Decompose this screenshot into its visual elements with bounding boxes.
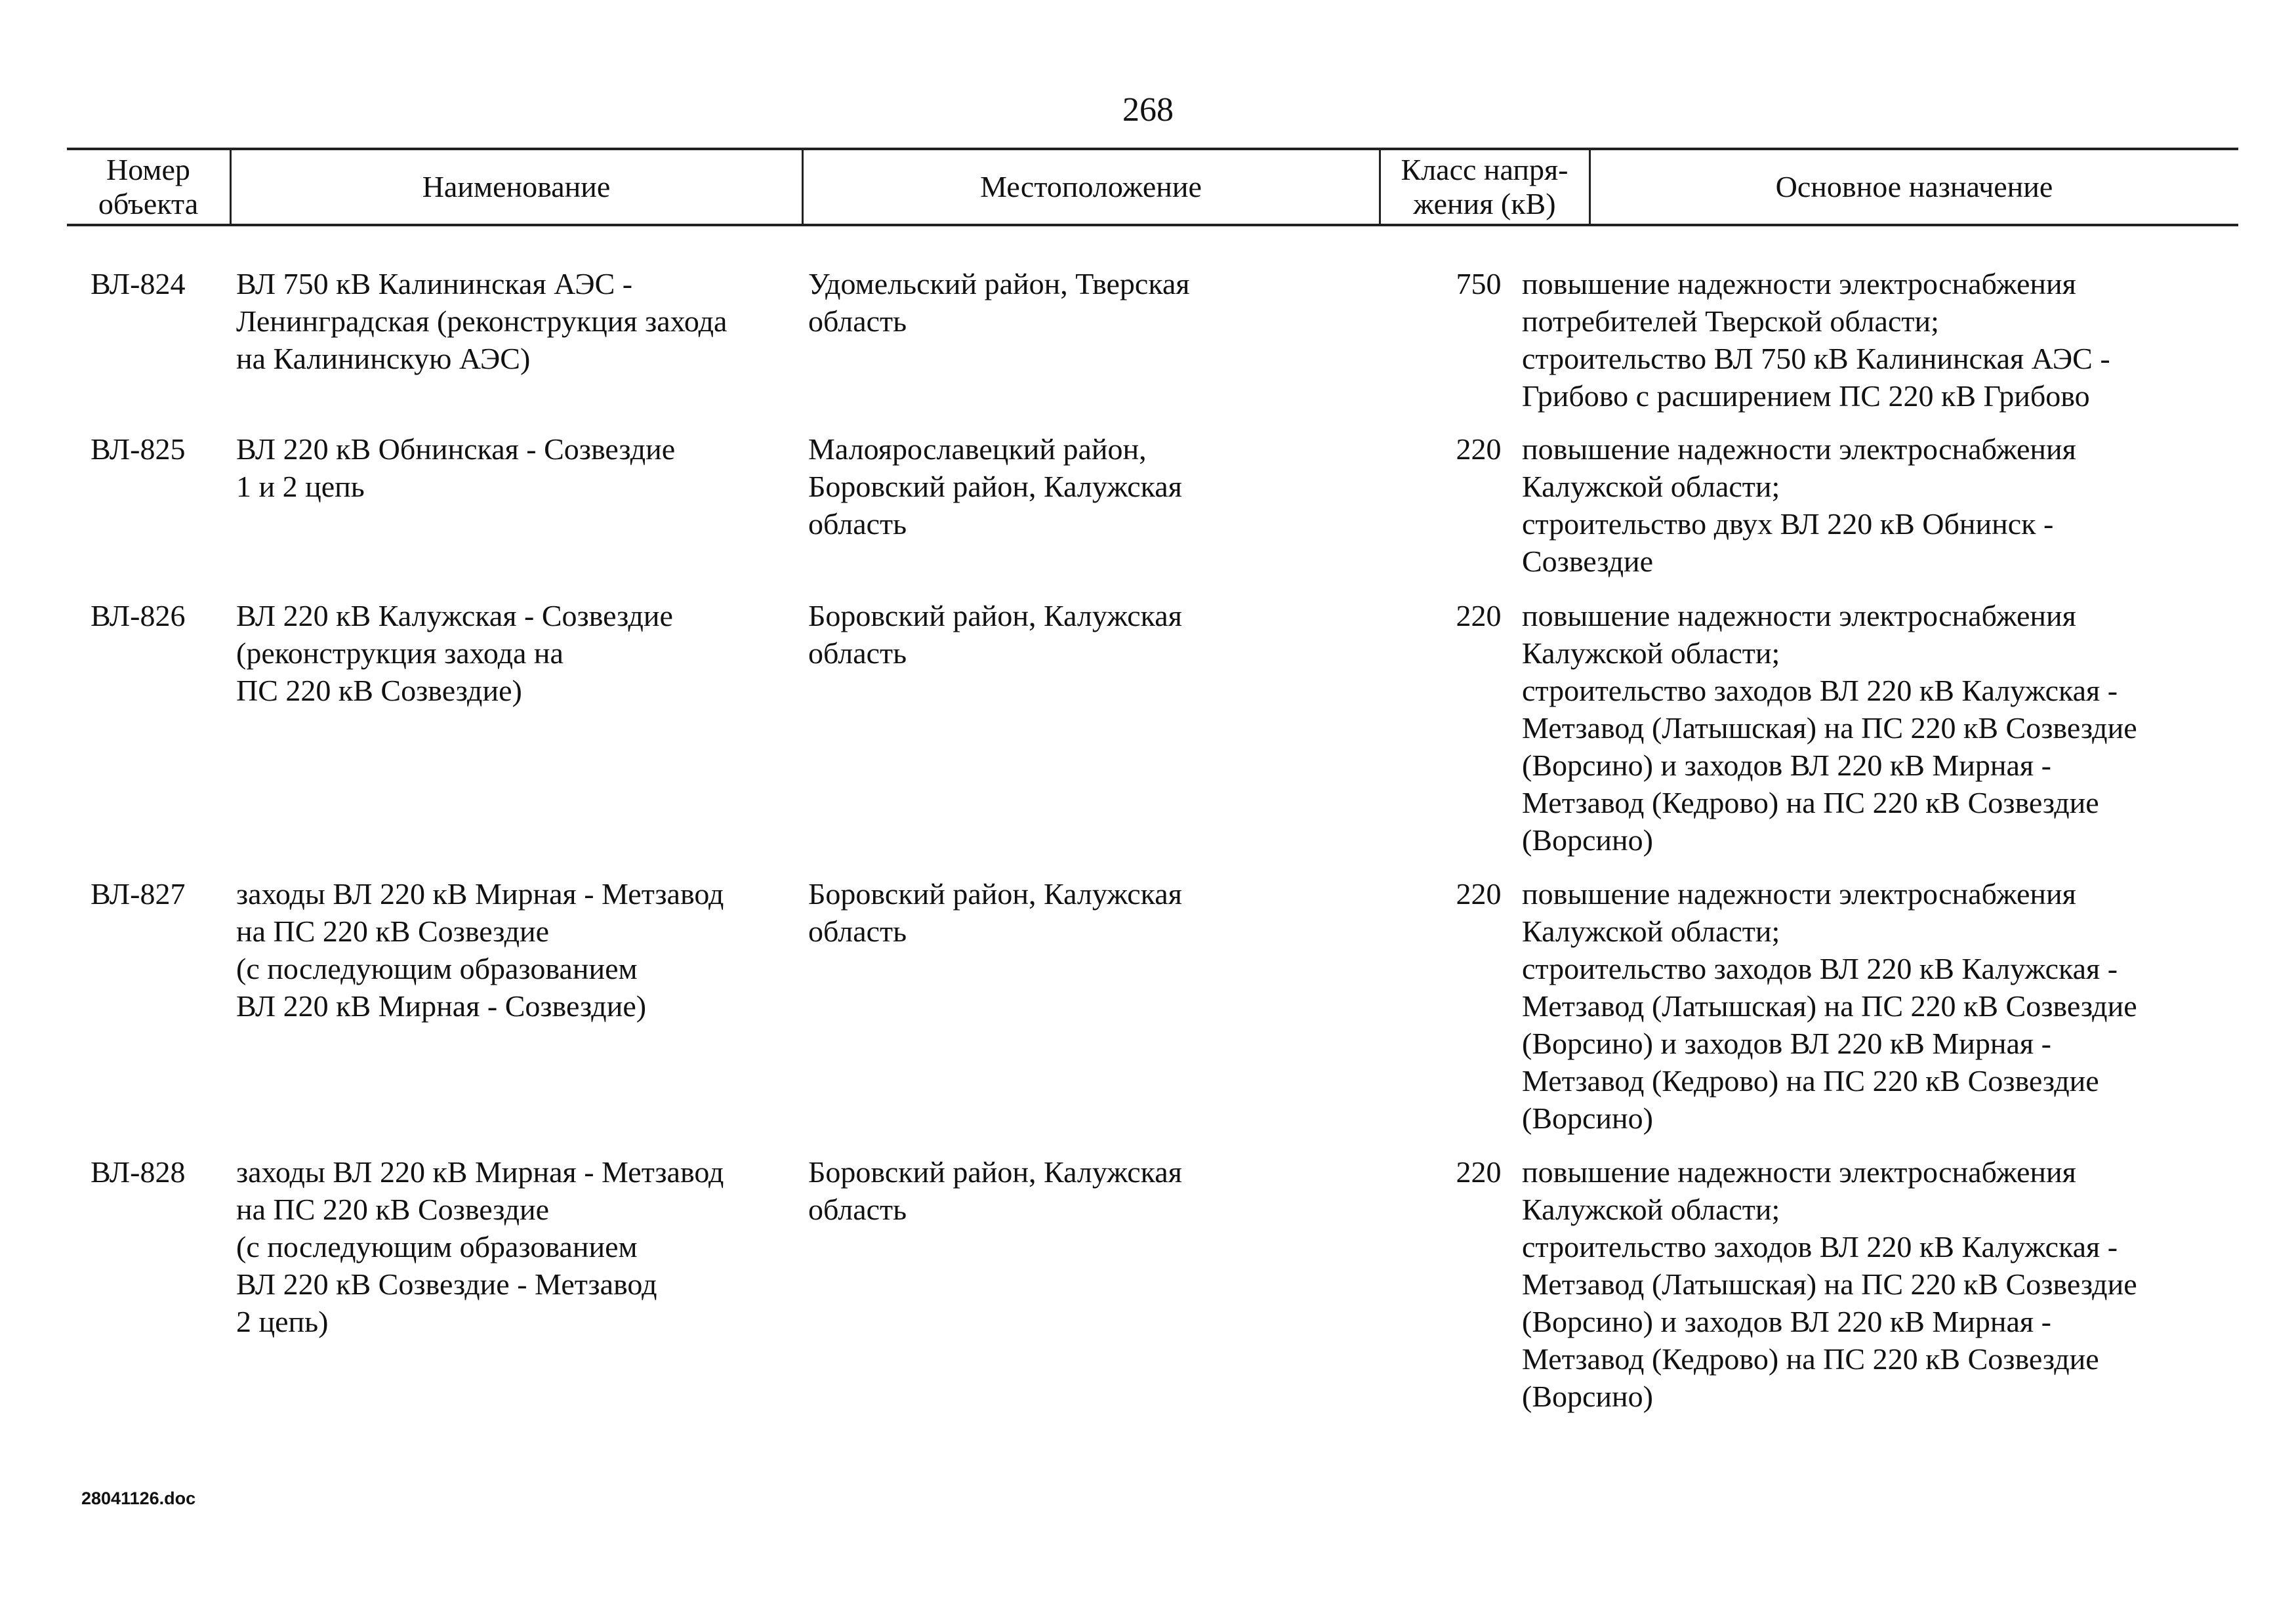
- object-number: ВЛ-824: [91, 267, 186, 300]
- object-location: Удомельский район, Тверская область: [808, 267, 1190, 338]
- header-number: [67, 150, 230, 224]
- header-location-label: Местоположение: [980, 170, 1202, 203]
- header-location: [803, 150, 1379, 224]
- object-name: ВЛ 220 кВ Калужская - Созвездие (реконструкция захода на ПС 220 кВ Созвездие): [236, 599, 673, 707]
- header-name-label: Наименование: [422, 170, 611, 203]
- header-voltage: [1380, 150, 1589, 224]
- object-name: заходы ВЛ 220 кВ Мирная - Метзавод на ПС 220 кВ Созвездие (с последующим образованием ВЛ 220 кВ Мирная - Созвездие): [236, 877, 724, 1023]
- object-location: Малоярославецкий район, Боровский район, Калужская область: [808, 432, 1182, 541]
- document-id: 28041126.doc: [81, 1489, 196, 1508]
- object-number: ВЛ-826: [91, 599, 186, 632]
- object-number: ВЛ-827: [91, 877, 186, 911]
- page-number: 268: [1122, 91, 1174, 129]
- object-name: ВЛ 750 кВ Калининская АЭС - Ленинградская (реконструкция захода на Калининскую АЭС): [236, 267, 728, 375]
- object-voltage: 750: [1456, 267, 1502, 300]
- object-location: Боровский район, Калужская область: [808, 1155, 1182, 1226]
- header-name: [231, 150, 802, 224]
- object-location: Боровский район, Калужская область: [808, 599, 1182, 670]
- object-purpose: повышение надежности электроснабжения Калужской области; строительство заходов ВЛ 220 кВ Калужская - Метзавод (Латышская) на ПС 220 кВ Созвездие (Ворсино) и заходов ВЛ 220 кВ Мирная - Метзавод (Кедрово) на ПС 220 кВ Созвездие (Ворсино): [1522, 1155, 2137, 1413]
- object-voltage: 220: [1456, 877, 1502, 911]
- object-purpose: повышение надежности электроснабжения Калужской области; строительство двух ВЛ 220 кВ Обнинск - Созвездие: [1522, 432, 2076, 578]
- object-purpose: повышение надежности электроснабжения Калужской области; строительство заходов ВЛ 220 кВ Калужская - Метзавод (Латышская) на ПС 220 кВ Созвездие (Ворсино) и заходов ВЛ 220 кВ Мирная - Метзавод (Кедрово) на ПС 220 кВ Созвездие (Ворсино): [1522, 877, 2137, 1135]
- header-purpose: [1590, 150, 2238, 224]
- header-number-label: Номер объекта: [98, 153, 199, 220]
- object-number: ВЛ-825: [91, 432, 186, 466]
- object-purpose: повышение надежности электроснабжения потребителей Тверской области; строительство ВЛ 750 кВ Калининская АЭС - Грибово с расширением ПС 220 кВ Грибово: [1522, 267, 2110, 413]
- object-voltage: 220: [1456, 1155, 1502, 1189]
- table-header: [67, 148, 2238, 226]
- header-voltage-label: Класс напря- жения (кВ): [1401, 153, 1568, 220]
- object-name: заходы ВЛ 220 кВ Мирная - Метзавод на ПС 220 кВ Созвездие (с последующим образованием ВЛ 220 кВ Созвездие - Метзавод 2 цепь): [236, 1155, 724, 1338]
- object-voltage: 220: [1456, 599, 1502, 632]
- object-name: ВЛ 220 кВ Обнинская - Созвездие 1 и 2 цепь: [236, 432, 676, 503]
- object-location: Боровский район, Калужская область: [808, 877, 1182, 948]
- object-voltage: 220: [1456, 432, 1502, 466]
- object-purpose: повышение надежности электроснабжения Калужской области; строительство заходов ВЛ 220 кВ Калужская - Метзавод (Латышская) на ПС 220 кВ Созвездие (Ворсино) и заходов ВЛ 220 кВ Мирная - Метзавод (Кедрово) на ПС 220 кВ Созвездие (Ворсино): [1522, 599, 2137, 857]
- object-number: ВЛ-828: [91, 1155, 186, 1189]
- header-purpose-label: Основное назначение: [1775, 170, 2053, 203]
